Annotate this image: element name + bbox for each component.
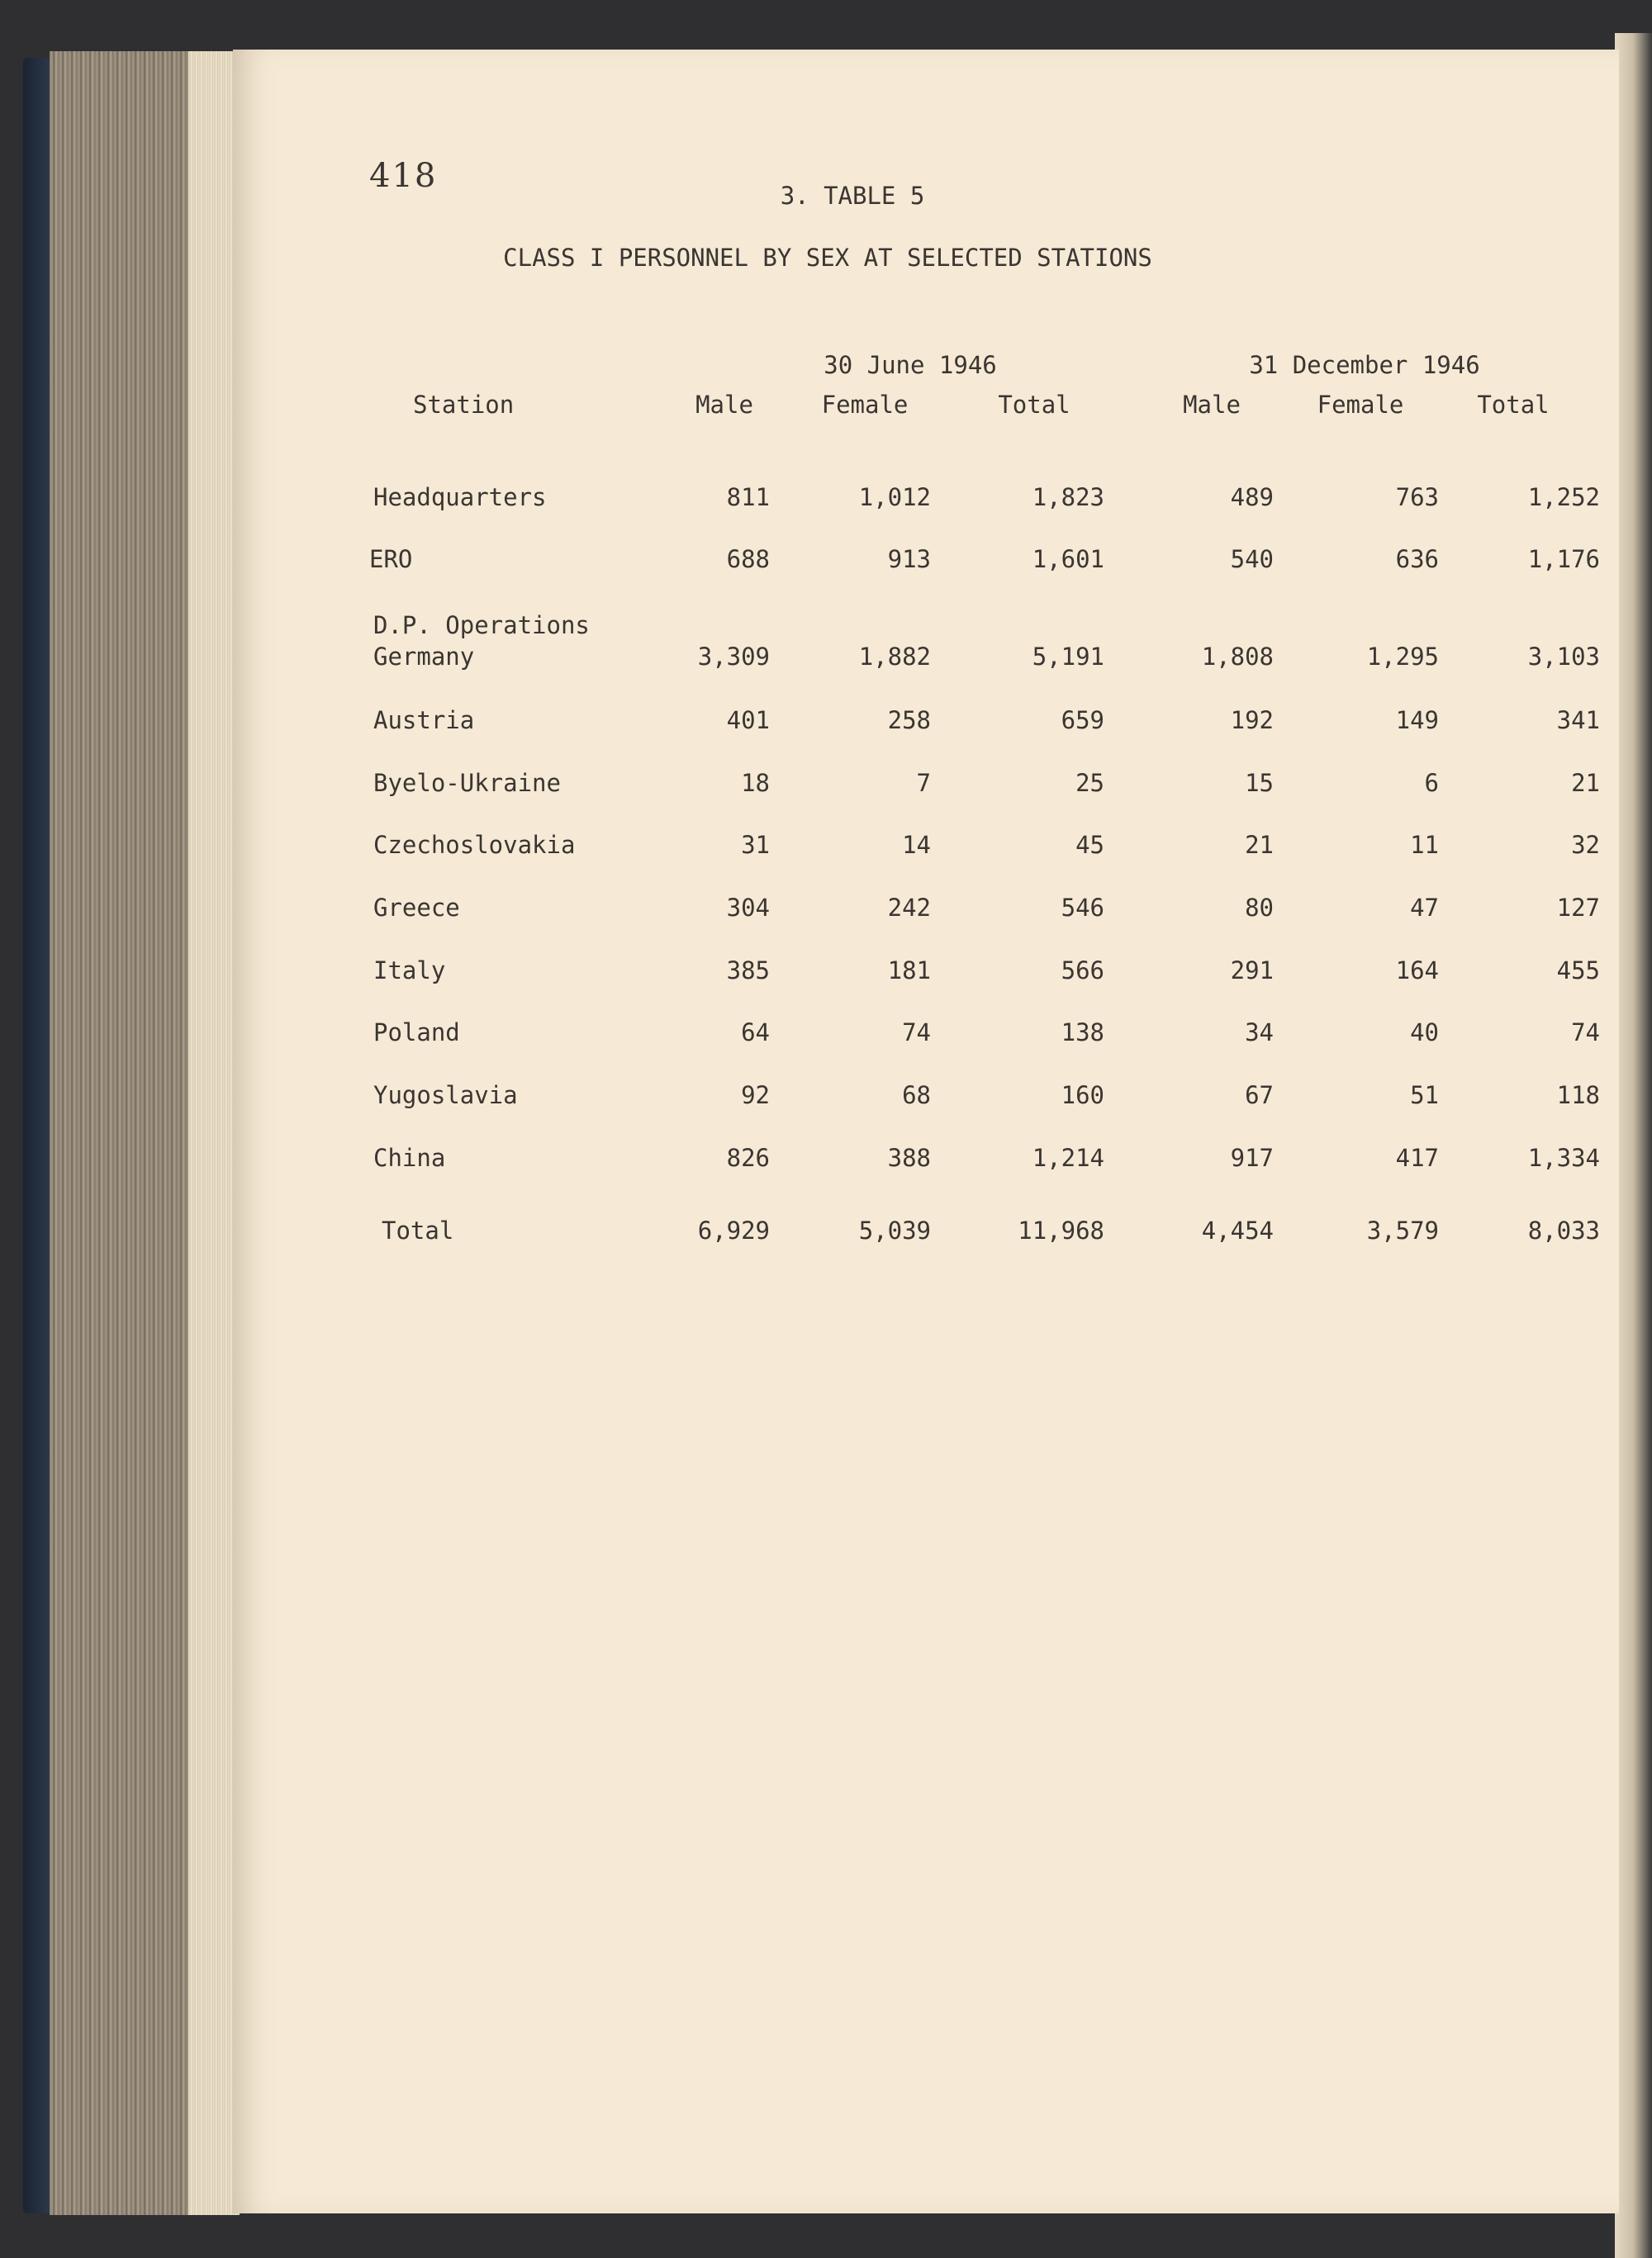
- male-december: 4,454: [1201, 1217, 1274, 1245]
- total-june: 546: [1061, 894, 1104, 922]
- female-june: 5,039: [858, 1217, 931, 1245]
- male-june: 826: [726, 1144, 770, 1172]
- female-june: 1,012: [858, 483, 931, 511]
- table-row: [233, 1144, 1619, 1185]
- female-december: 164: [1395, 956, 1439, 984]
- female-june: 14: [902, 831, 931, 859]
- total-december: 341: [1556, 706, 1600, 734]
- female-december: 40: [1410, 1018, 1439, 1046]
- female-december: 1,295: [1366, 643, 1439, 671]
- table-row: [233, 956, 1619, 998]
- table-heading: 3. TABLE 5: [780, 182, 925, 210]
- table-row: [233, 831, 1619, 872]
- male-december: 917: [1230, 1144, 1274, 1172]
- column-header-male-june: Male: [695, 391, 753, 419]
- male-june: 385: [726, 956, 770, 984]
- total-december: 1,252: [1527, 483, 1600, 511]
- total-june: 5,191: [1032, 643, 1104, 671]
- total-december: 118: [1556, 1081, 1600, 1109]
- female-december: 636: [1395, 545, 1439, 573]
- total-december: 3,103: [1527, 643, 1600, 671]
- male-june: 18: [741, 769, 770, 797]
- male-december: 34: [1245, 1018, 1274, 1046]
- female-december: 6: [1424, 769, 1439, 797]
- table-row: [233, 1081, 1619, 1122]
- female-june: 181: [887, 956, 931, 984]
- female-june: 913: [887, 545, 931, 573]
- male-june: 6,929: [697, 1217, 770, 1245]
- male-june: 688: [726, 545, 770, 573]
- table-row-total: [233, 1217, 1619, 1258]
- station-name: Byelo-Ukraine: [373, 769, 561, 797]
- female-december: 47: [1410, 894, 1439, 922]
- total-december: 21: [1571, 769, 1600, 797]
- female-december: 51: [1410, 1081, 1439, 1109]
- total-june: 160: [1061, 1081, 1104, 1109]
- station-name: Total: [382, 1217, 454, 1245]
- total-june: 1,214: [1032, 1144, 1104, 1172]
- male-june: 64: [741, 1018, 770, 1046]
- station-name: Yugoslavia: [373, 1081, 518, 1109]
- table-row: [233, 1018, 1619, 1060]
- total-june: 1,601: [1032, 545, 1104, 573]
- female-december: 11: [1410, 831, 1439, 859]
- station-name: Headquarters: [373, 483, 547, 511]
- female-june: 388: [887, 1144, 931, 1172]
- period-header-december: 31 December 1946: [1249, 351, 1480, 379]
- column-header-total-june: Total: [998, 391, 1070, 419]
- female-june: 74: [902, 1018, 931, 1046]
- station-name: Greece: [373, 894, 460, 922]
- station-name: Germany: [373, 643, 475, 671]
- station-name: Austria: [373, 706, 475, 734]
- total-june: 45: [1075, 831, 1104, 859]
- table-row: [233, 706, 1619, 747]
- station-name: Poland: [373, 1018, 460, 1046]
- male-december: 21: [1245, 831, 1274, 859]
- female-june: 242: [887, 894, 931, 922]
- book-page: [233, 50, 1619, 2213]
- female-december: 763: [1395, 483, 1439, 511]
- total-december: 8,033: [1527, 1217, 1600, 1245]
- table-row: [233, 545, 1619, 586]
- female-december: 3,579: [1366, 1217, 1439, 1245]
- group-label-dp-operations: D.P. Operations: [373, 611, 590, 639]
- male-december: 80: [1245, 894, 1274, 922]
- column-header-male-december: Male: [1183, 391, 1241, 419]
- period-header-june: 30 June 1946: [824, 351, 997, 379]
- male-december: 489: [1230, 483, 1274, 511]
- facing-page-edge: [1615, 33, 1652, 2258]
- table-row: [233, 894, 1619, 935]
- male-june: 401: [726, 706, 770, 734]
- page-number: 418: [369, 157, 438, 195]
- male-june: 31: [741, 831, 770, 859]
- female-june: 68: [902, 1081, 931, 1109]
- table-row: [233, 643, 1619, 684]
- station-name: China: [373, 1144, 446, 1172]
- female-june: 7: [916, 769, 931, 797]
- total-june: 659: [1061, 706, 1104, 734]
- station-name: Czechoslovakia: [373, 831, 576, 859]
- column-header-total-december: Total: [1477, 391, 1550, 419]
- male-december: 540: [1230, 545, 1274, 573]
- table-row: [233, 769, 1619, 810]
- male-december: 291: [1230, 956, 1274, 984]
- total-december: 127: [1556, 894, 1600, 922]
- page-edges-light: [188, 51, 240, 2215]
- male-june: 92: [741, 1081, 770, 1109]
- total-june: 25: [1075, 769, 1104, 797]
- total-june: 11,968: [1018, 1217, 1104, 1245]
- column-header-female-june: Female: [821, 391, 909, 419]
- column-header-station: Station: [413, 391, 515, 419]
- table-title: CLASS I PERSONNEL BY SEX AT SELECTED STATIONS: [503, 244, 1152, 272]
- male-june: 3,309: [697, 643, 770, 671]
- total-june: 566: [1061, 956, 1104, 984]
- total-december: 32: [1571, 831, 1600, 859]
- total-june: 138: [1061, 1018, 1104, 1046]
- station-name: ERO: [369, 545, 413, 573]
- female-june: 1,882: [858, 643, 931, 671]
- male-december: 1,808: [1201, 643, 1274, 671]
- male-june: 304: [726, 894, 770, 922]
- female-december: 149: [1395, 706, 1439, 734]
- total-december: 1,334: [1527, 1144, 1600, 1172]
- table-row: [233, 483, 1619, 524]
- female-december: 417: [1395, 1144, 1439, 1172]
- male-december: 192: [1230, 706, 1274, 734]
- station-name: Italy: [373, 956, 446, 984]
- male-june: 811: [726, 483, 770, 511]
- total-june: 1,823: [1032, 483, 1104, 511]
- female-june: 258: [887, 706, 931, 734]
- total-december: 74: [1571, 1018, 1600, 1046]
- total-december: 455: [1556, 956, 1600, 984]
- column-header-female-december: Female: [1317, 391, 1404, 419]
- male-december: 67: [1245, 1081, 1274, 1109]
- total-december: 1,176: [1527, 545, 1600, 573]
- male-december: 15: [1245, 769, 1274, 797]
